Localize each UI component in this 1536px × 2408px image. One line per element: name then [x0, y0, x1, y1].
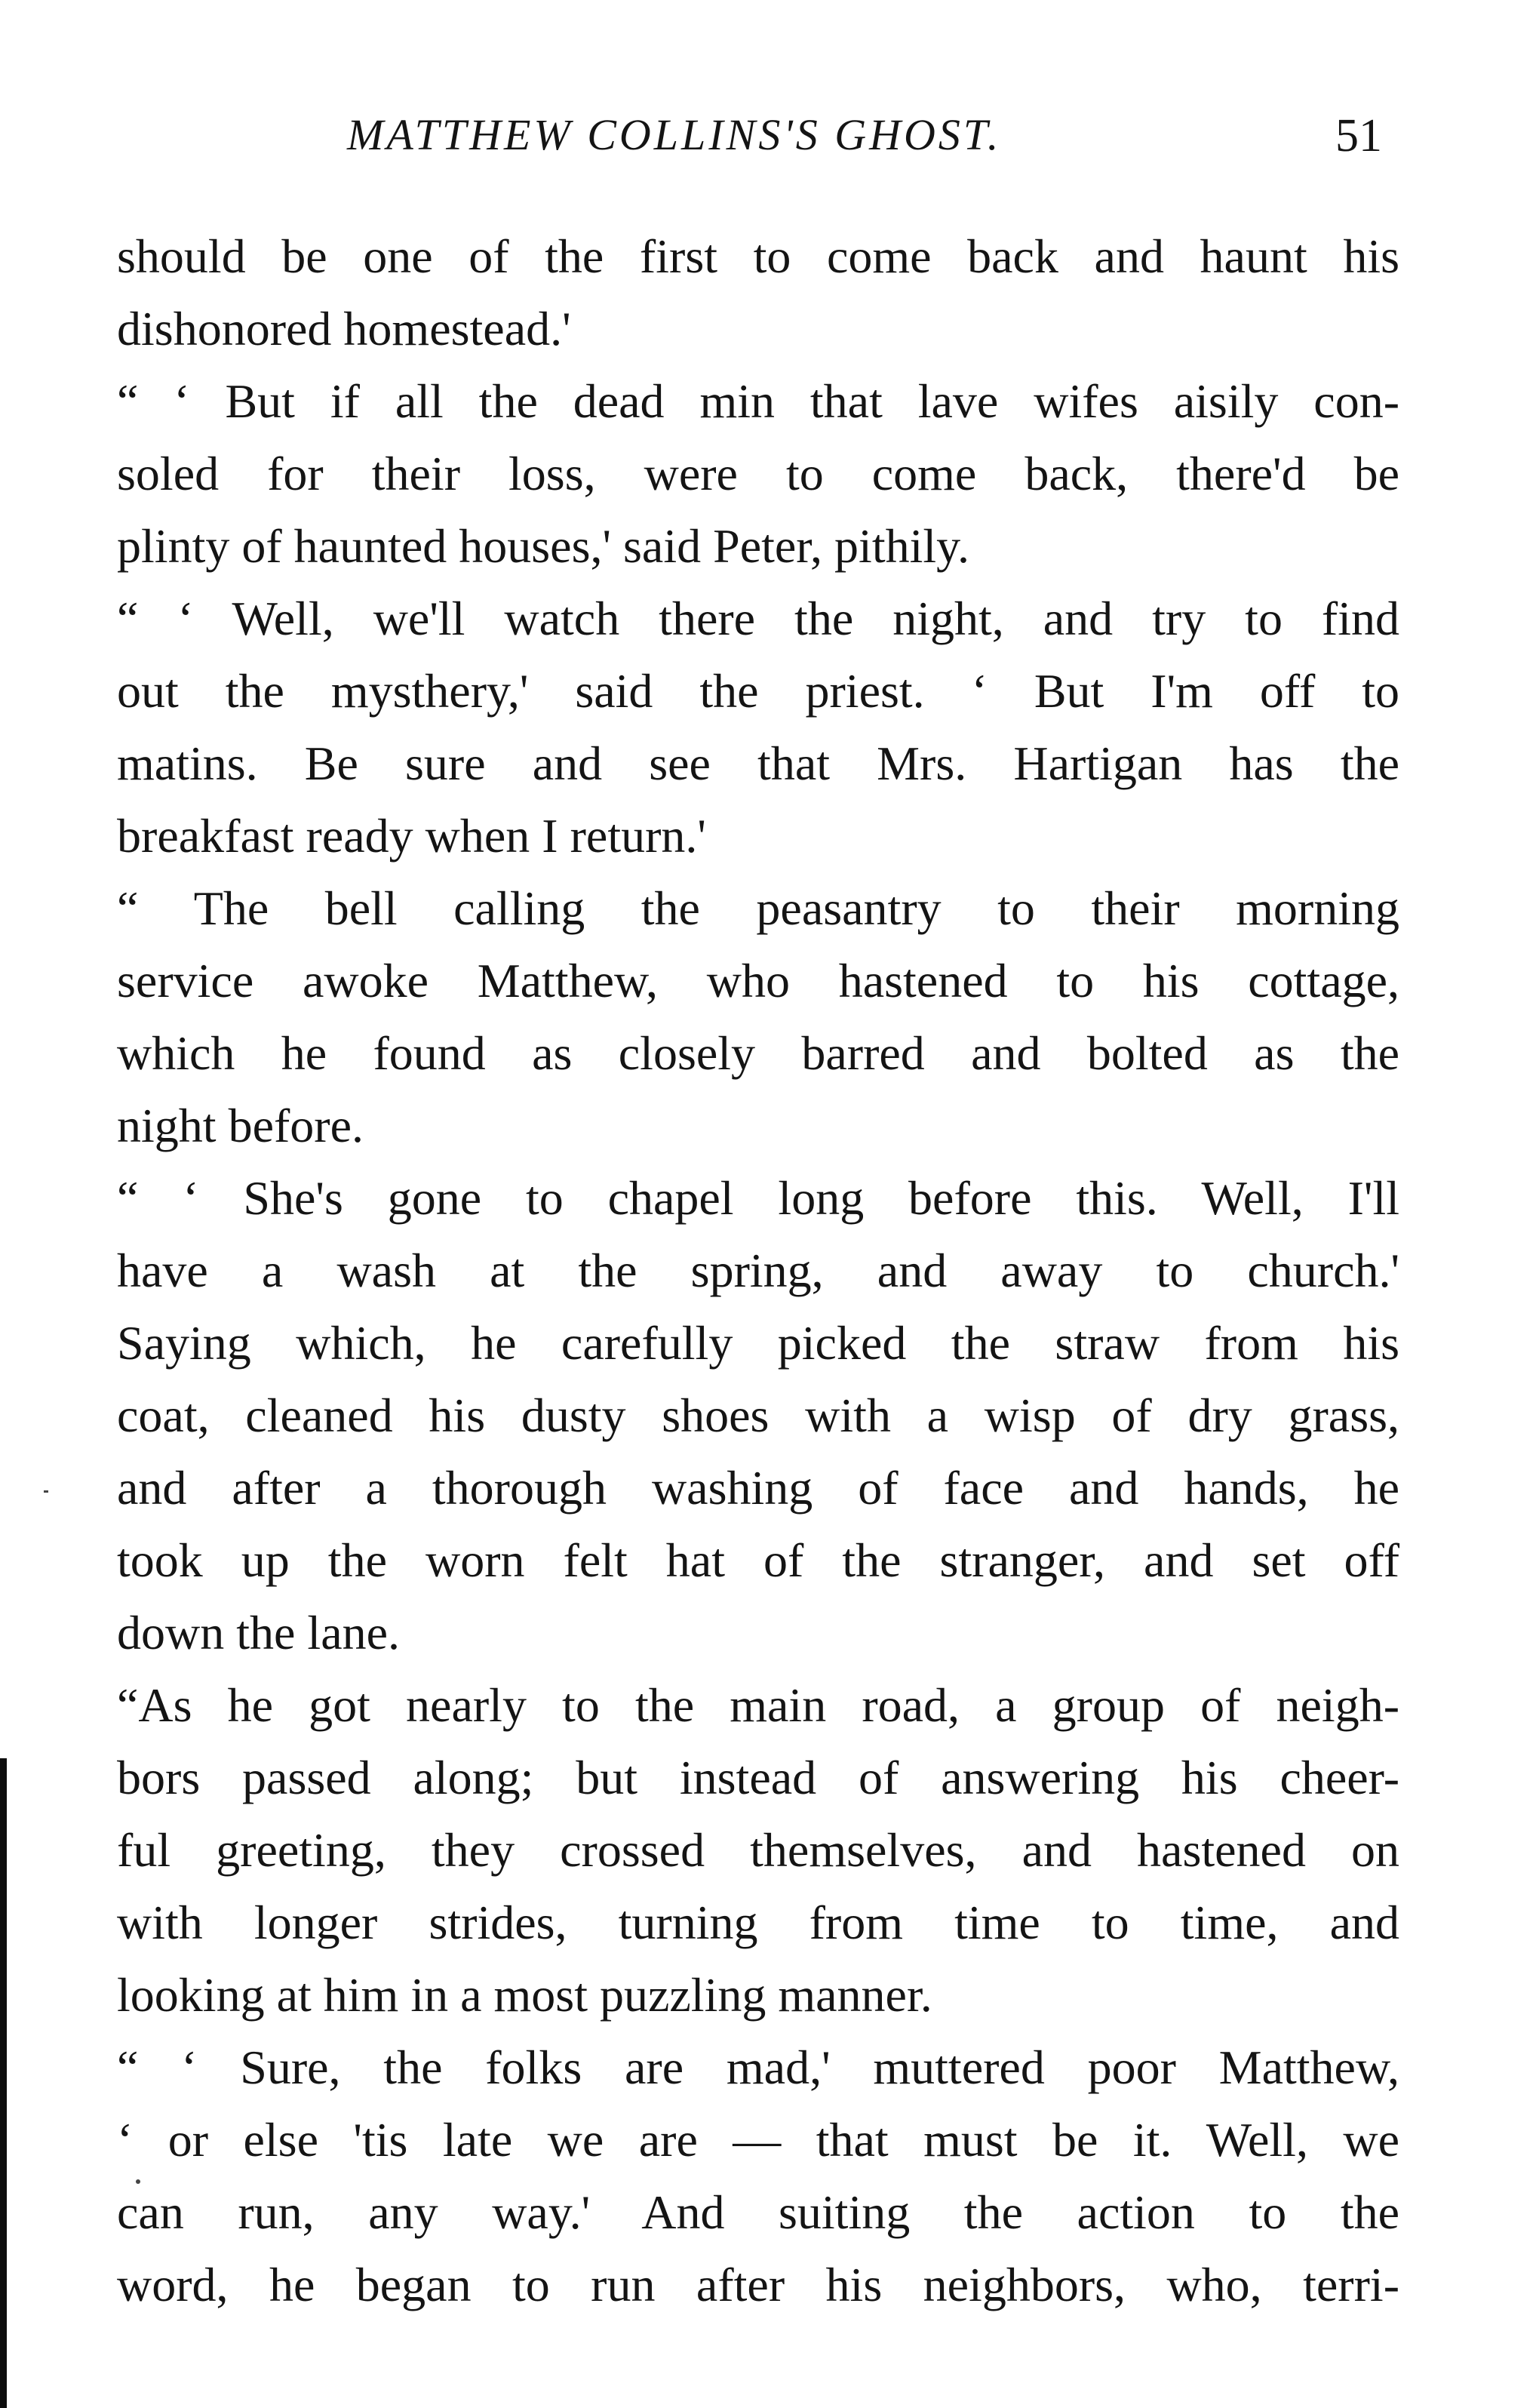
scan-speck — [136, 2179, 140, 2184]
text-line: took up the worn felt hat of the stranger, and set off — [117, 1533, 1399, 1587]
text-line: looking at him in a most puzzling manner. — [117, 1968, 932, 2022]
text-line: word, he began to run after his neighbors, who, terri- — [117, 2258, 1399, 2311]
text-line: breakfast ready when I return.' — [117, 809, 706, 863]
scan-binding-edge — [0, 1758, 7, 2408]
text-line: “ ‘ She's gone to chapel long before this. Well, I'll — [117, 1171, 1399, 1225]
text-line: down the lane. — [117, 1606, 400, 1659]
text-line: night before. — [117, 1099, 364, 1152]
text-line: have a wash at the spring, and away to church.' — [117, 1244, 1399, 1297]
text-line: can run, any way.' And suiting the action to the — [117, 2185, 1399, 2239]
scan-speck — [44, 1490, 48, 1493]
text-line: “ The bell calling the peasantry to their morning — [117, 881, 1399, 935]
text-line: plinty of haunted houses,' said Peter, pithily. — [117, 519, 969, 573]
running-head — [0, 109, 1536, 170]
text-line: coat, cleaned his dusty shoes with a wisp of dry grass, — [117, 1389, 1399, 1442]
text-line: matins. Be sure and see that Mrs. Hartigan has the — [117, 737, 1399, 790]
text-line: which he found as closely barred and bolted as the — [117, 1026, 1399, 1080]
text-line: service awoke Matthew, who hastened to his cottage, — [117, 954, 1399, 1007]
text-line: soled for their loss, were to come back, there'd be — [117, 447, 1399, 500]
text-line: with longer strides, turning from time to time, and — [117, 1896, 1399, 1949]
text-line: “ ‘ Sure, the folks are mad,' muttered poor Matthew, — [117, 2040, 1399, 2094]
text-line: should be one of the first to come back and haunt his — [117, 229, 1399, 283]
text-line: dishonored homestead.' — [117, 302, 571, 355]
text-line: “As he got nearly to the main road, a group of neigh- — [117, 1678, 1399, 1732]
text-line: bors passed along; but instead of answering his cheer- — [117, 1751, 1399, 1804]
page-number: 51 — [1335, 110, 1382, 161]
body-text — [117, 220, 1399, 2321]
text-line: “ ‘ But if all the dead min that lave wifes aisily con- — [117, 374, 1399, 428]
text-line: and after a thorough washing of face and hands, he — [117, 1461, 1399, 1515]
text-line: ful greeting, they crossed themselves, and hastened on — [117, 1823, 1399, 1877]
running-title: MATTHEW COLLINS'S GHOST. — [347, 110, 1002, 159]
text-line: ‘ or else 'tis late we are — that must be it. Well, we — [117, 2113, 1399, 2167]
text-line: out the mysthery,' said the priest. ‘ But I'm off to — [117, 664, 1399, 718]
text-line: “ ‘ Well, we'll watch there the night, and try to find — [117, 592, 1399, 645]
text-line: Saying which, he carefully picked the straw from his — [117, 1316, 1399, 1370]
